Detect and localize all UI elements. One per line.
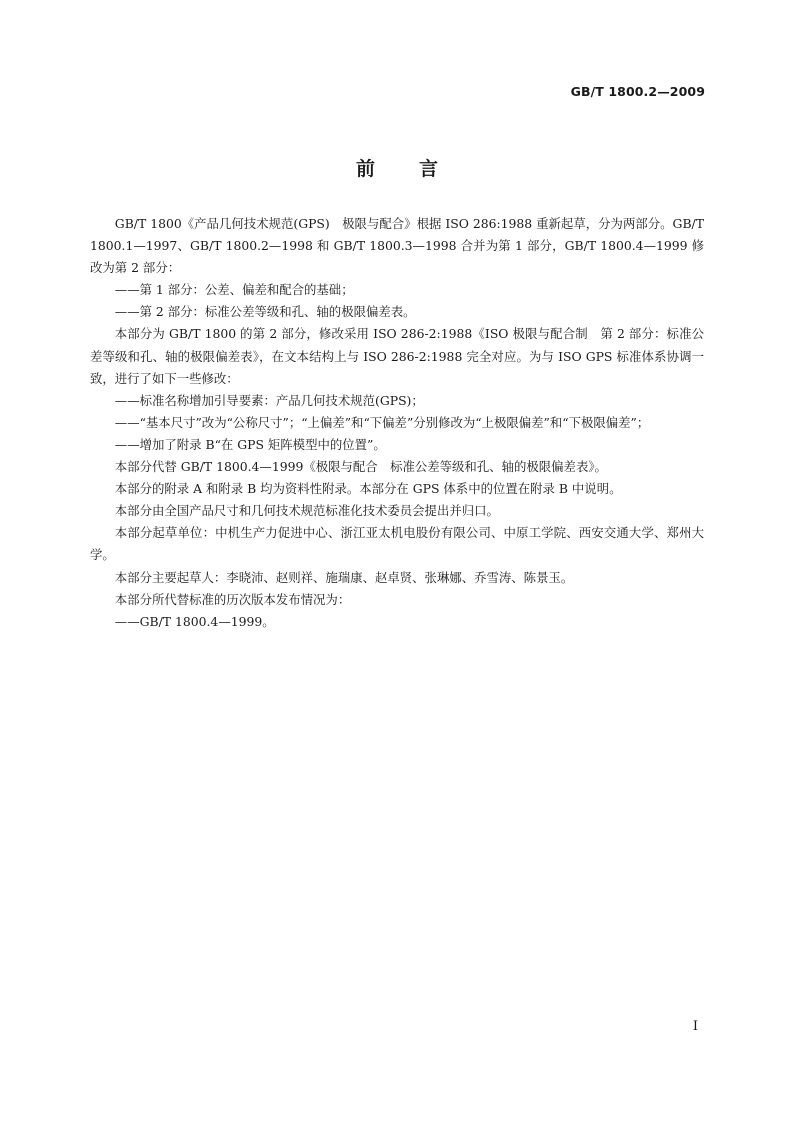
paragraph-annexes: 本部分的附录 A 和附录 B 均为资料性附录。本部分在 GPS 体系中的位置在附录 B 中说明。 (114, 481, 622, 497)
list-item-change-3: ——增加了附录 B“在 GPS 矩阵模型中的位置”。 (114, 436, 386, 452)
paragraph-proposer: 本部分由全国产品尺寸和几何技术规范标准化技术委员会提出并归口。 (114, 503, 499, 519)
paragraph-history-intro: 本部分所代替标准的历次版本发布情况为： (114, 591, 351, 607)
paragraph-drafters: 本部分主要起草人：李晓沛、赵则祥、施瑞康、赵卓贤、张琳娜、乔雪涛、陈景玉。 (114, 569, 574, 585)
paragraph-adoption: 本部分为 GB/T 1800 的第 2 部分，修改采用 ISO 286-2:1988《ISO 极限与配合制 第 2 部分：标准公差等级和孔、轴的极限偏差表》，在文本结构上与 ISO 286-2:1988 完全对应。为与 ISO GPS 标准体系协调一致，进行了如下一些修改： (90, 326, 704, 386)
page-title: 前言 (355, 158, 482, 180)
list-item-part-1: ——第 1 部分：公差、偏差和配合的基础； (114, 282, 354, 298)
paragraph-replaces: 本部分代替 GB/T 1800.4—1999《极限与配合 标准公差等级和孔、轴的极限偏差表》。 (114, 459, 607, 475)
paragraph-drafting-units: 本部分起草单位：中机生产力促进中心、浙江亚太机电股份有限公司、中原工学院、西安交通大学、郑州大学。 (90, 525, 704, 563)
paragraph-intro: GB/T 1800《产品几何技术规范(GPS) 极限与配合》根据 ISO 286:1988 重新起草，分为两部分。GB/T 1800.1—1997、GB/T 1800.2—1998 和 GB/T 1800.3—1998 合并为第 1 部分，GB/T 1800.4—1999 修改为第 2 部分： (90, 216, 704, 276)
list-item-change-2: ——“基本尺寸”改为“公称尺寸”；“上偏差”和“下偏差”分别修改为“上极限偏差”和“下极限偏差”； (114, 414, 650, 430)
list-item-change-1: ——标准名称增加引导要素：产品几何技术规范(GPS)； (114, 392, 424, 408)
list-item-history: ——GB/T 1800.4—1999。 (114, 613, 275, 629)
page-number: I (692, 1019, 698, 1034)
foreword-body (90, 213, 704, 633)
list-item-part-2: ——第 2 部分：标准公差等级和孔、轴的极限偏差表。 (114, 304, 416, 320)
standard-code: GB/T 1800.2—2009 (570, 84, 705, 99)
